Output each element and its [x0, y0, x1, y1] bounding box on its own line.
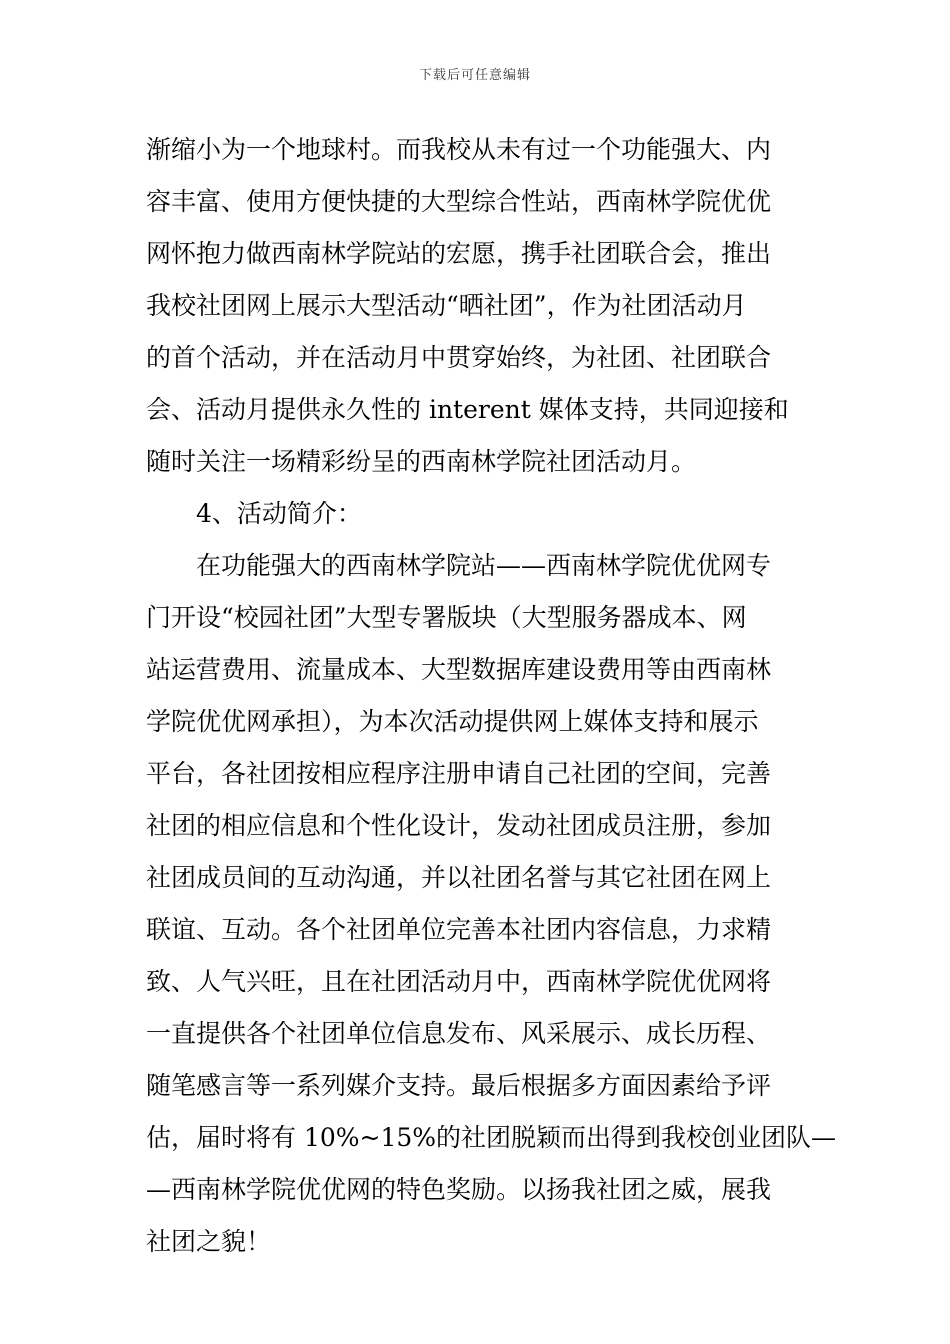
section-heading: 4、活动简介： [196, 499, 362, 528]
text-line: 随时关注一场精彩纷呈的西南林学院社团活动月。 [146, 447, 697, 476]
text-line: 网怀抱力做西南林学院站的宏愿，携手社团联合会，推出 [146, 239, 772, 268]
paragraph-activity-intro [146, 540, 837, 1268]
text-line: 社团的相应信息和个性化设计，发动社团成员注册，参加 [146, 811, 772, 840]
page-header: 下载后可任意编辑 [418, 68, 531, 83]
text-line: 随笔感言等一系列媒介支持。最后根据多方面因素给予评 [146, 1071, 772, 1100]
paragraph-intro-continued [146, 124, 806, 488]
text-line: 估，届时将有 10%~15%的社团脱颖而出得到我校创业团队— [146, 1123, 837, 1152]
text-line: 社团成员间的互动沟通，并以社团名誉与其它社团在网上 [146, 863, 772, 892]
text-line: 平台，各社团按相应程序注册申请自己社团的空间，完善 [146, 759, 772, 788]
text-line: 我校社团网上展示大型活动“晒社团”，作为社团活动月 [146, 291, 747, 320]
document-body [146, 124, 837, 1268]
text-line: 容丰富、使用方便快捷的大型综合性站，西南林学院优优 [146, 187, 772, 216]
text-line: 致、人气兴旺，且在社团活动月中，西南林学院优优网将 [146, 967, 772, 996]
text-line: 社团之貌！ [146, 1227, 272, 1256]
text-line: 会、活动月提供永久性的 interent 媒体支持，共同迎接和 [146, 395, 789, 424]
text-line: —西南林学院优优网的特色奖励。以扬我社团之威，展我 [146, 1175, 772, 1204]
text-line: 学院优优网承担），为本次活动提供网上媒体支持和展示 [146, 707, 759, 736]
text-line: 渐缩小为一个地球村。而我校从未有过一个功能强大、内 [146, 135, 772, 164]
text-line: 联谊、互动。各个社团单位完善本社团内容信息，力求精 [146, 915, 772, 944]
text-line: 在功能强大的西南林学院站——西南林学院优优网专 [196, 551, 772, 580]
text-line: 站运营费用、流量成本、大型数据库建设费用等由西南林 [146, 655, 772, 684]
text-line: 一直提供各个社团单位信息发布、风采展示、成长历程、 [146, 1019, 772, 1048]
text-line: 门开设“校园社团”大型专署版块（大型服务器成本、网 [146, 603, 747, 632]
text-line: 的首个活动，并在活动月中贯穿始终，为社团、社团联合 [146, 343, 772, 372]
